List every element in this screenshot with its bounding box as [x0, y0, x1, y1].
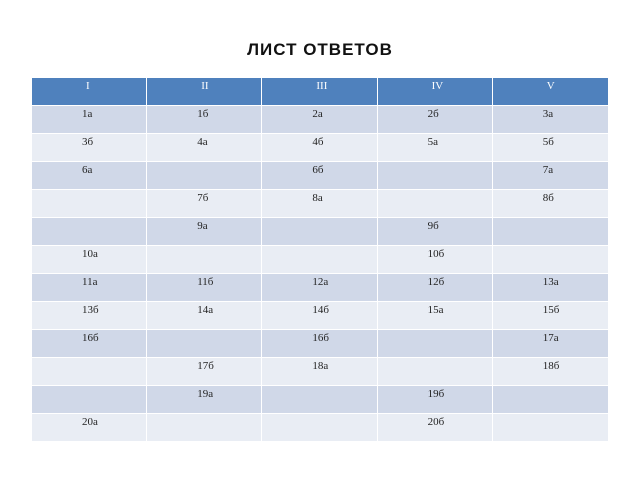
table-cell: [32, 358, 147, 385]
table-cell: [262, 134, 377, 161]
table-cell: [262, 358, 377, 385]
answer-text: 7б: [197, 192, 209, 204]
answer-text: 14б: [312, 304, 329, 316]
table-cell: [493, 274, 608, 301]
column-header-label: V: [546, 80, 555, 92]
table-cell: [147, 190, 262, 217]
answer-text: 4а: [197, 136, 208, 148]
table-cell: [493, 190, 608, 217]
column-header-label: II: [201, 80, 209, 92]
table-cell: [32, 302, 147, 329]
table-cell: [262, 218, 377, 245]
table-cell: [378, 414, 493, 441]
table-row: [32, 106, 608, 134]
column-header: [147, 78, 262, 105]
table-cell: [378, 330, 493, 357]
table-cell: [147, 330, 262, 357]
table-cell: [262, 162, 377, 189]
table-header-row: [32, 78, 608, 106]
table-cell: [493, 162, 608, 189]
table-cell: [378, 162, 493, 189]
answer-text: 18а: [312, 360, 329, 372]
table-cell: [147, 358, 262, 385]
table-cell: [378, 302, 493, 329]
table-cell: [147, 274, 262, 301]
table-cell: [32, 218, 147, 245]
table-cell: [32, 162, 147, 189]
table-cell: [493, 246, 608, 273]
table-row: [32, 386, 608, 414]
table-cell: [493, 386, 608, 413]
table-cell: [378, 134, 493, 161]
table-cell: [147, 134, 262, 161]
table-cell: [262, 386, 377, 413]
table-cell: [378, 274, 493, 301]
answer-text: 12а: [312, 276, 329, 288]
column-header-label: III: [316, 80, 328, 92]
table-cell: [32, 386, 147, 413]
table-cell: [32, 246, 147, 273]
table-row: [32, 218, 608, 246]
answer-text: 6а: [82, 164, 93, 176]
answer-text: 20а: [82, 416, 98, 428]
table-cell: [32, 274, 147, 301]
answer-text: 16б: [312, 332, 329, 344]
table-cell: [32, 134, 147, 161]
answer-text: 3а: [542, 108, 554, 120]
answer-text: 3б: [82, 136, 94, 148]
table-cell: [493, 414, 608, 441]
table-cell: [262, 274, 377, 301]
table-row: [32, 162, 608, 190]
table-cell: [147, 246, 262, 273]
page-title: ЛИСТ ОТВЕТОВ: [247, 40, 393, 59]
answer-text: 19б: [427, 388, 445, 400]
answer-text: 1б: [197, 108, 209, 120]
answer-text: 10а: [82, 248, 98, 260]
answer-text: 2б: [427, 108, 439, 120]
answer-text: 9а: [197, 220, 208, 232]
table-cell: [32, 106, 147, 133]
answer-text: 16б: [82, 332, 99, 344]
table-row: [32, 358, 608, 386]
table-cell: [378, 106, 493, 133]
table-row: [32, 274, 608, 302]
answer-text: 18б: [542, 360, 560, 372]
table-row: [32, 190, 608, 218]
table-cell: [493, 218, 608, 245]
answer-text: 4б: [312, 136, 324, 148]
answer-text: 11а: [82, 276, 98, 288]
table-cell: [262, 190, 377, 217]
answer-text: 13б: [82, 304, 99, 316]
answer-text: 11б: [197, 276, 214, 288]
table-cell: [147, 386, 262, 413]
answer-text: 8а: [312, 192, 323, 204]
table-cell: [147, 162, 262, 189]
answer-text: 10б: [427, 248, 445, 260]
answer-text: 2а: [312, 108, 323, 120]
table-cell: [262, 302, 377, 329]
column-header: [493, 78, 608, 105]
table-cell: [147, 106, 262, 133]
table-cell: [147, 218, 262, 245]
table-cell: [147, 414, 262, 441]
column-header-label: I: [86, 80, 90, 92]
table-cell: [378, 190, 493, 217]
answer-text: 15а: [427, 304, 444, 316]
answer-text: 1а: [82, 108, 93, 120]
column-header: [32, 78, 147, 105]
table-cell: [493, 330, 608, 357]
table-cell: [378, 246, 493, 273]
table-cell: [32, 330, 147, 357]
table-cell: [262, 414, 377, 441]
table-cell: [493, 134, 608, 161]
table-cell: [262, 330, 377, 357]
table-cell: [378, 386, 493, 413]
table-cell: [262, 246, 377, 273]
table-body: [32, 106, 608, 442]
table-cell: [493, 358, 608, 385]
answer-text: 20б: [427, 416, 445, 428]
table-row: [32, 330, 608, 358]
column-header: [378, 78, 493, 105]
answer-text: 19а: [197, 388, 214, 400]
table-row: [32, 414, 608, 442]
table-row: [32, 246, 608, 274]
table-cell: [493, 106, 608, 133]
answer-text: 17а: [542, 332, 559, 344]
answer-text: 17б: [197, 360, 214, 372]
answer-text: 6б: [312, 164, 324, 176]
column-header-label: IV: [431, 80, 444, 92]
answer-text: 13а: [542, 276, 559, 288]
answer-text: 8б: [542, 192, 554, 204]
answer-text: 5б: [542, 136, 554, 148]
answer-table: [32, 78, 608, 442]
answer-text: 14а: [197, 304, 214, 316]
answer-text: 12б: [427, 276, 445, 288]
table-row: [32, 302, 608, 330]
answer-text: 7а: [542, 164, 554, 176]
table-cell: [32, 190, 147, 217]
table-cell: [378, 218, 493, 245]
table-cell: [32, 414, 147, 441]
table-cell: [262, 106, 377, 133]
answer-text: 9б: [427, 220, 439, 232]
table-row: [32, 134, 608, 162]
answer-text: 5а: [427, 136, 438, 148]
answer-text: 15б: [542, 304, 560, 316]
column-header: [262, 78, 377, 105]
table-cell: [493, 302, 608, 329]
table-cell: [378, 358, 493, 385]
table-cell: [147, 302, 262, 329]
